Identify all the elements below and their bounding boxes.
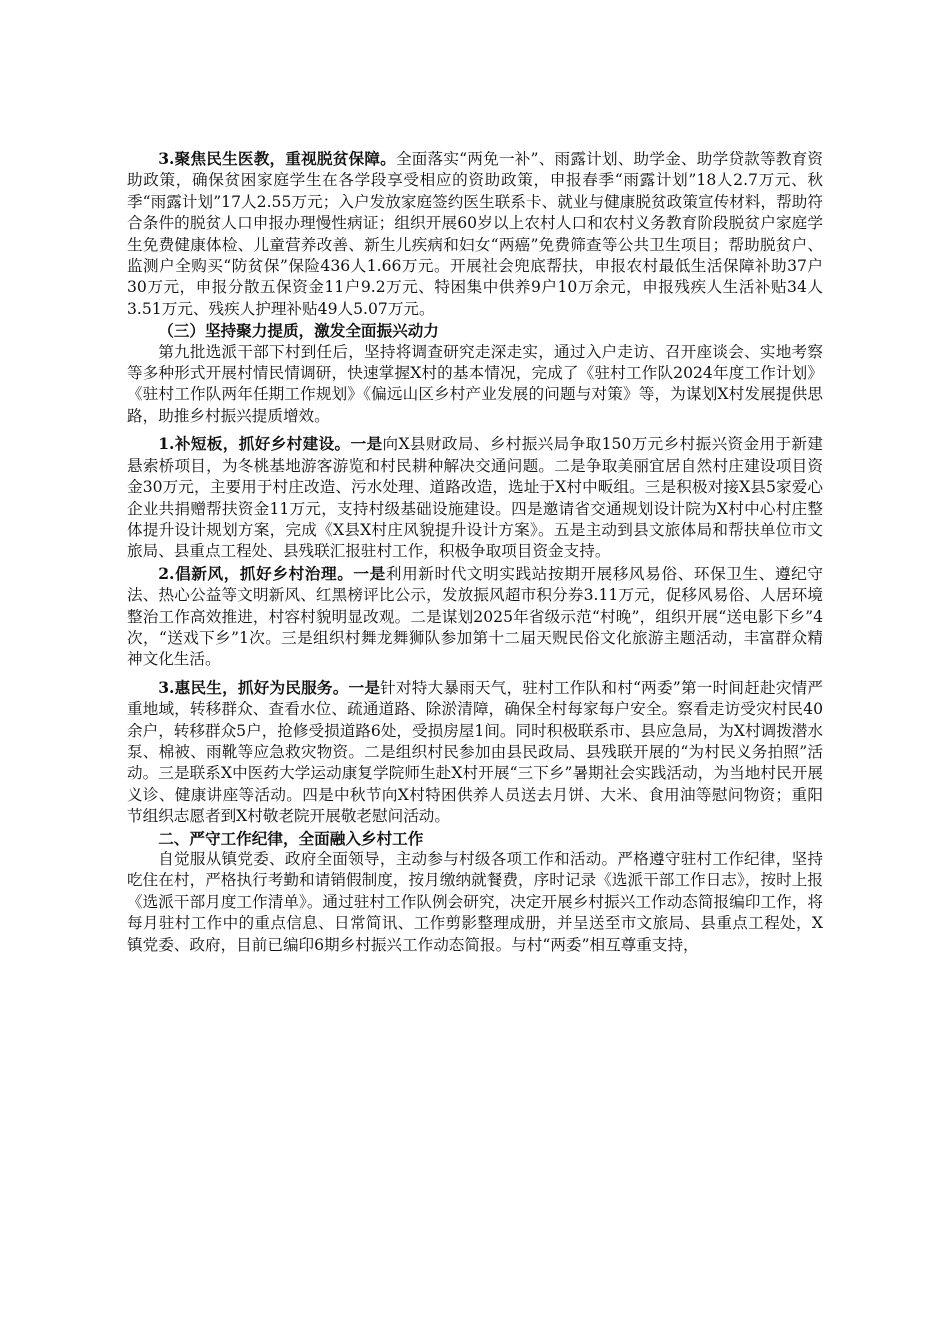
paragraph-research bbox=[127, 342, 823, 428]
section-heading-three: （三）坚持聚力提质，激发全面振兴动力 bbox=[158, 321, 439, 341]
paragraph-text: 针对特大暴雨天气，驻村工作队和村“两委”第一时间赶赴灾情严重地域，转移群众、查看水位、疏通道路、除淤清障，确保全村每家每户安全。察看走访受灾村民40余户，转移群众5户，抢修受损道路6处，受损房屋1间。同时积极联系市、县应急局，为X村调拨潜水泵、棉被、雨靴等应急救灾物资。二是组织村民参加由县民政局、县残联开展的“为村民义务拍照”活动。三是联系X中医药大学运动康复学院师生赴X村开展“三下乡”暑期社会实践活动，为当地村民开展义诊、健康讲座等活动。四是中秋节向X村特困供养人员送去月饼、大米、食用油等慰问物资；重阳节组织志愿者到X村敬老院开展敬老慰问活动。 bbox=[127, 678, 824, 826]
paragraph-lead: 3.聚焦民生医教，重视脱贫保障。 bbox=[158, 149, 396, 168]
paragraph-text: 第九批选派干部下村到任后，坚持将调查研究走深走实，通过入户走访、召开座谈会、实地考察等多种形式开展村情民情调研，快速掌握X村的基本情况，完成了《驻村工作队2024年度工作计划》《驻村工作队两年任期工作规划》《偏远山区乡村产业发展的问题与对策》等，为谋划X村发展提供思路，助推乡村振兴提质增效。 bbox=[127, 342, 823, 425]
document-body bbox=[127, 148, 823, 956]
paragraph-text: 自觉服从镇党委、政府全面领导，主动参与村级各项工作和活动。严格遵守驻村工作纪律，坚持吃住在村，严格执行考勤和请销假制度，按月缴纳就餐费，序时记录《选派干部工作日志》，按时上报《选派干部月度工作清单》。通过驻村工作队例会研究，决定开展乡村振兴工作动态简报编印工作，将每月驻村工作中的重点信息、日常简讯、工作剪影整理成册，并呈送至市文旅局、县重点工程处，X镇党委、政府，目前已编印6期乡村振兴工作动态简报。与村“两委”相互尊重支持， bbox=[127, 850, 823, 954]
paragraph-rural-governance bbox=[127, 563, 823, 671]
paragraph-health-education bbox=[127, 148, 823, 320]
paragraph-public-service bbox=[127, 677, 823, 828]
paragraph-lead: 3.惠民生，抓好为民服务。一是 bbox=[158, 677, 381, 697]
paragraph-text: 向X县财政局、乡村振兴局争取150万元乡村振兴资金用于新建悬索桥项目，为冬桃基地游客游览和村民耕种解决交通问题。二是争取美丽宜居自然村庄建设项目资金30万元，主要用于村庄改造、污水处理、道路改造，选址于X村中畈组。三是积极对接X县5家爱心企业共捐赠帮扶资金11万元，支持村级基础设施建设。四是邀请省交通规划设计院为X村中心村庄整体提升设计规划方案，完成《X县X村庄风貌提升设计方案》。五是主动到县文旅体局和帮扶单位市文旅局、县重点工程处、县残联汇报驻村工作，积极争取项目资金支持。 bbox=[127, 435, 823, 561]
paragraph-lead: 1.补短板，抓好乡村建设。一是 bbox=[158, 434, 383, 454]
section-heading-discipline: 二、严守工作纪律，全面融入乡村工作 bbox=[158, 828, 424, 848]
paragraph-rural-construction bbox=[127, 433, 823, 562]
paragraph-discipline bbox=[127, 849, 823, 956]
paragraph-text: 利用新时代文明实践站按期开展移风易俗、环保卫生、遵纪守法、热心公益等文明新风、红黑榜评比公示，发放振风超市积分券3.11万元，促移风易俗、人居环境整治工作高效推进，村容村貌明显改观。二是谋划2025年省级示范“村晚”，组织开展“送电影下乡”4次，“送戏下乡”1次。三是组织村舞龙舞狮队参加第十二届天贶民俗文化旅游主题活动，丰富群众精神文化生活。 bbox=[127, 564, 823, 669]
paragraph-text: 全面落实“两免一补”、雨露计划、助学金、助学贷款等教育资助政策，确保贫困家庭学生在各学段享受相应的资助政策，申报春季“雨露计划”18人2.7万元、秋季“雨露计划”17人2.55万元；入户发放家庭签约医生联系卡、就业与健康脱贫政策宣传材料，帮助符合条件的脱贫人口申报办理慢性病证；组织开展60岁以上农村人口和农村义务教育阶段脱贫户家庭学生免费健康体检、儿童营养改善、新生儿疾病和妇女“两癌”免费筛查等公共卫生项目；帮助脱贫户、监测户全购买“防贫保”保险436人1.66万元。开展社会兜底帮扶，申报农村最低生活保障补助37户30万元，申报分散五保资金11户9.2万元、特困集中供养9户10万余元，申报残疾人生活补贴34人3.51万元、残疾人护理补贴49人5.07万元。 bbox=[127, 150, 823, 318]
paragraph-lead: 2.倡新风，抓好乡村治理。一是 bbox=[158, 563, 386, 583]
